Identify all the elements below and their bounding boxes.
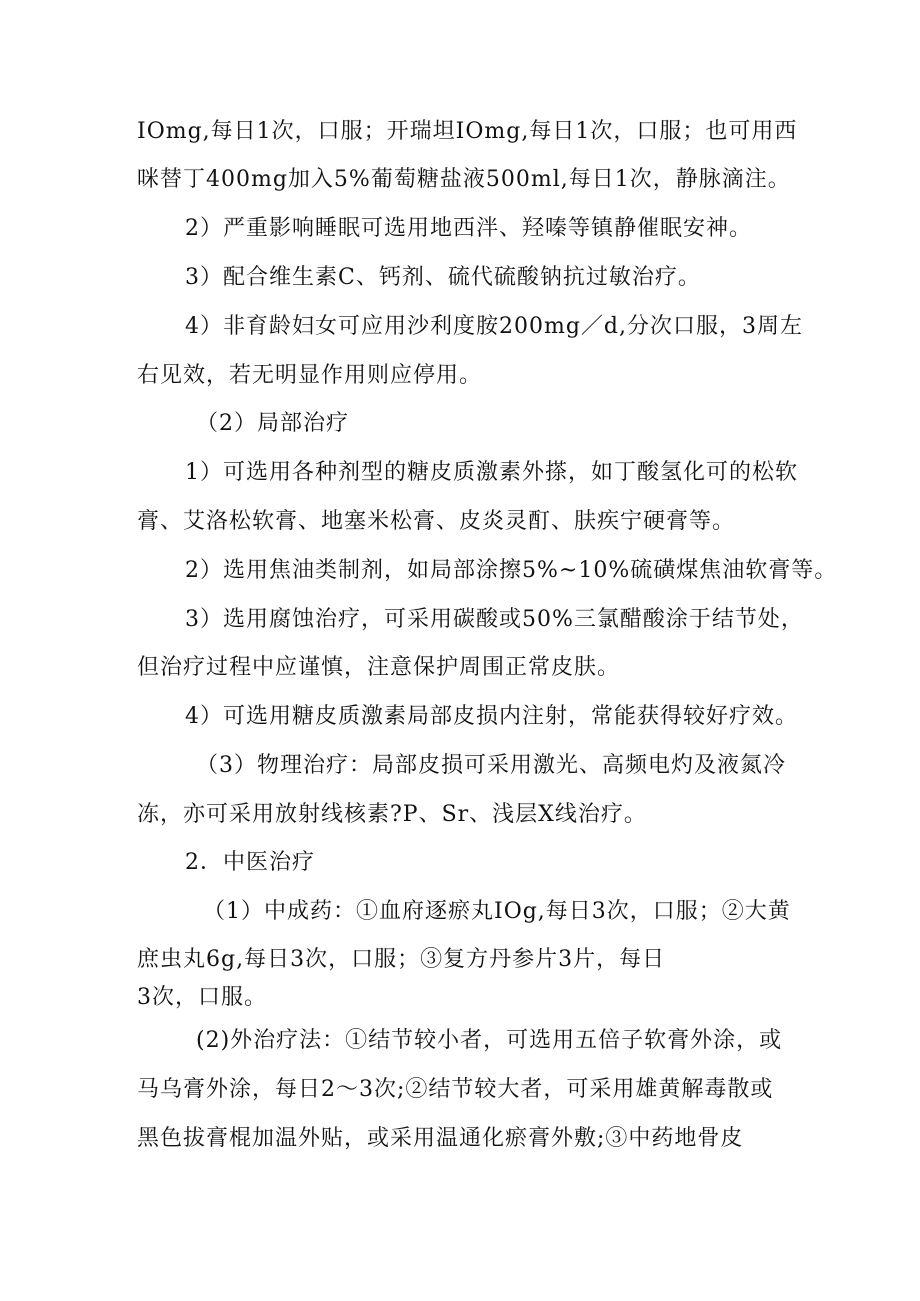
text-line: (2)外治疗法：①结节较小者，可选用五倍子软膏外涂，或 (196, 1028, 783, 1053)
text-line: 咪替丁400mg加入5%葡萄糖盐液500ml,每日1次，静脉滴注。 (137, 167, 791, 192)
text-line: 膏、艾洛松软膏、地塞米松膏、皮炎灵酊、肤疾宁硬膏等。 (137, 509, 736, 534)
text-line: （3）物理治疗：局部皮损可采用激光、高频电灼及液氮冷 (196, 753, 786, 778)
text-line: 右见效，若无明显作用则应停用。 (137, 363, 483, 388)
text-line: 3）选用腐蚀治疗，可采用碳酸或50%三氯醋酸涂于结节处， (185, 607, 804, 632)
text-line: 2）选用焦油类制剂，如局部涂擦5%~10%硫磺煤焦油软膏等。 (185, 558, 838, 583)
text-line: （1）中成药：①血府逐瘀丸IOg,每日3次，口服；②大黄 (203, 899, 791, 924)
text-line: 4）非育龄妇女可应用沙利度胺200mg／d,分次口服，3周左 (185, 314, 804, 339)
text-line: 冻，亦可采用放射线核素?P、Sr、浅层X线治疗。 (137, 802, 647, 827)
text-line: 1）可选用各种剂型的糖皮质激素外搽，如丁酸氢化可的松软 (185, 460, 798, 485)
section-heading: （2）局部治疗 (196, 411, 349, 436)
text-line: 黑色拔膏棍加温外贴，或采用温通化瘀膏外敷;③中药地骨皮 (137, 1126, 744, 1151)
text-line: 3）配合维生素C、钙剂、硫代硫酸钠抗过敏治疗。 (185, 265, 701, 290)
text-line: 庶虫丸6g,每日3次，口服；③复方丹参片3片，每日 (137, 947, 666, 972)
text-line: 马乌膏外涂，每日2～3次;②结节较大者，可采用雄黄解毒散或 (137, 1077, 774, 1102)
section-heading: 2．中医治疗 (185, 850, 315, 875)
text-line: 2）严重影响睡眠可选用地西泮、羟嗪等镇静催眠安神。 (185, 216, 752, 241)
text-line: 但治疗过程中应谨慎，注意保护周围正常皮肤。 (137, 655, 621, 680)
text-line: 3次，口服。 (137, 985, 267, 1010)
text-line: 4）可选用糖皮质激素局部皮损内注射，常能获得较好疗效。 (185, 704, 798, 729)
text-line: IOmg,每日1次，口服；开瑞坦IOmg,每日1次，口服；也可用西 (137, 119, 798, 144)
